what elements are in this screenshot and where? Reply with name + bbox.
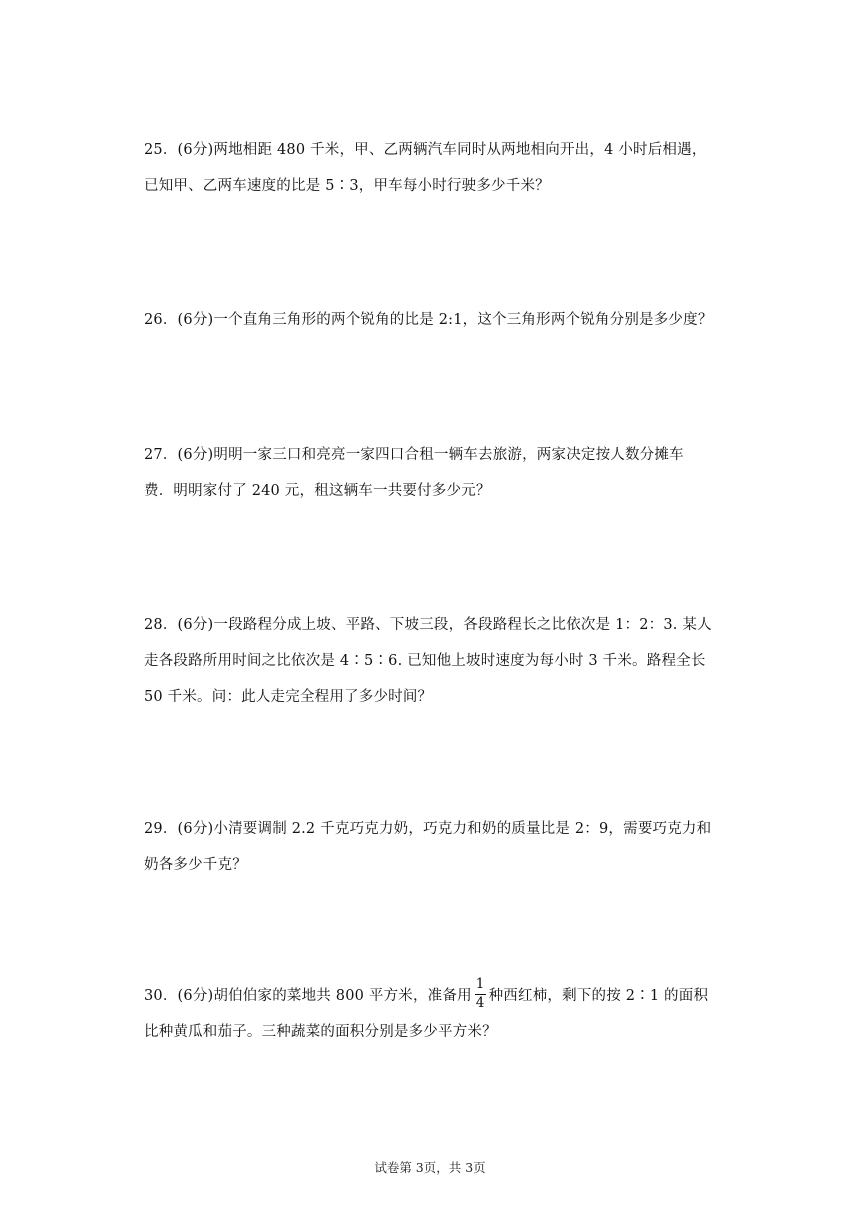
question-27 — [144, 437, 724, 509]
question-28-line-2: 走各段路所用时间之比依次是 4∶5∶6. 已知他上坡时速度为每小时 3 千米。路程全长 — [144, 653, 706, 669]
question-30 — [144, 978, 724, 1050]
question-29-line-1: 29．(6分)小清要调制 2.2 千克巧克力奶，巧克力和奶的质量比是 2：9，需要巧克力和 — [144, 821, 712, 837]
fraction-denominator: 4 — [475, 994, 485, 1011]
question-28-line-3: 50 千米。问：此人走完全程用了多少时间？ — [144, 689, 433, 705]
question-29-line-2: 奶各多少千克？ — [144, 857, 247, 873]
question-27-line-1: 27．(6分)明明一家三口和亮亮一家四口合租一辆车去旅游，两家决定按人数分摊车 — [144, 447, 684, 463]
question-30-line-1-before: 30．(6分)胡伯伯家的菜地共 800 平方米，准备用 — [144, 988, 472, 1004]
question-28-line-1: 28．(6分)一段路程分成上坡、平路、下坡三段，各段路程长之比依次是 1：2：3. 某人 — [144, 617, 712, 633]
question-25-line-2: 已知甲、乙两车速度的比是 5∶3，甲车每小时行驶多少千米？ — [144, 178, 550, 194]
question-25 — [144, 132, 724, 204]
question-30-line-1 — [144, 978, 724, 1014]
question-26 — [144, 302, 724, 338]
page-footer: 试卷第 3页，共 3页 — [374, 1160, 486, 1175]
fraction-one-quarter — [475, 978, 486, 1010]
question-30-line-1-after: 种西红柿，剩下的按 2∶1 的面积 — [488, 988, 709, 1004]
question-30-line-2: 比种黄瓜和茄子。三种蔬菜的面积分别是多少平方米？ — [144, 1024, 497, 1040]
question-28 — [144, 607, 724, 715]
question-25-line-1: 25．(6分)两地相距 480 千米，甲、乙两辆汽车同时从两地相向开出，4 小时后相遇， — [144, 142, 707, 158]
question-27-line-2: 费．明明家付了 240 元，租这辆车一共要付多少元？ — [144, 483, 491, 499]
question-26-line-1: 26．(6分)一个直角三角形的两个锐角的比是 2:1，这个三角形两个锐角分别是多少度？ — [144, 312, 713, 328]
fraction-numerator: 1 — [475, 978, 486, 995]
question-29 — [144, 811, 724, 883]
